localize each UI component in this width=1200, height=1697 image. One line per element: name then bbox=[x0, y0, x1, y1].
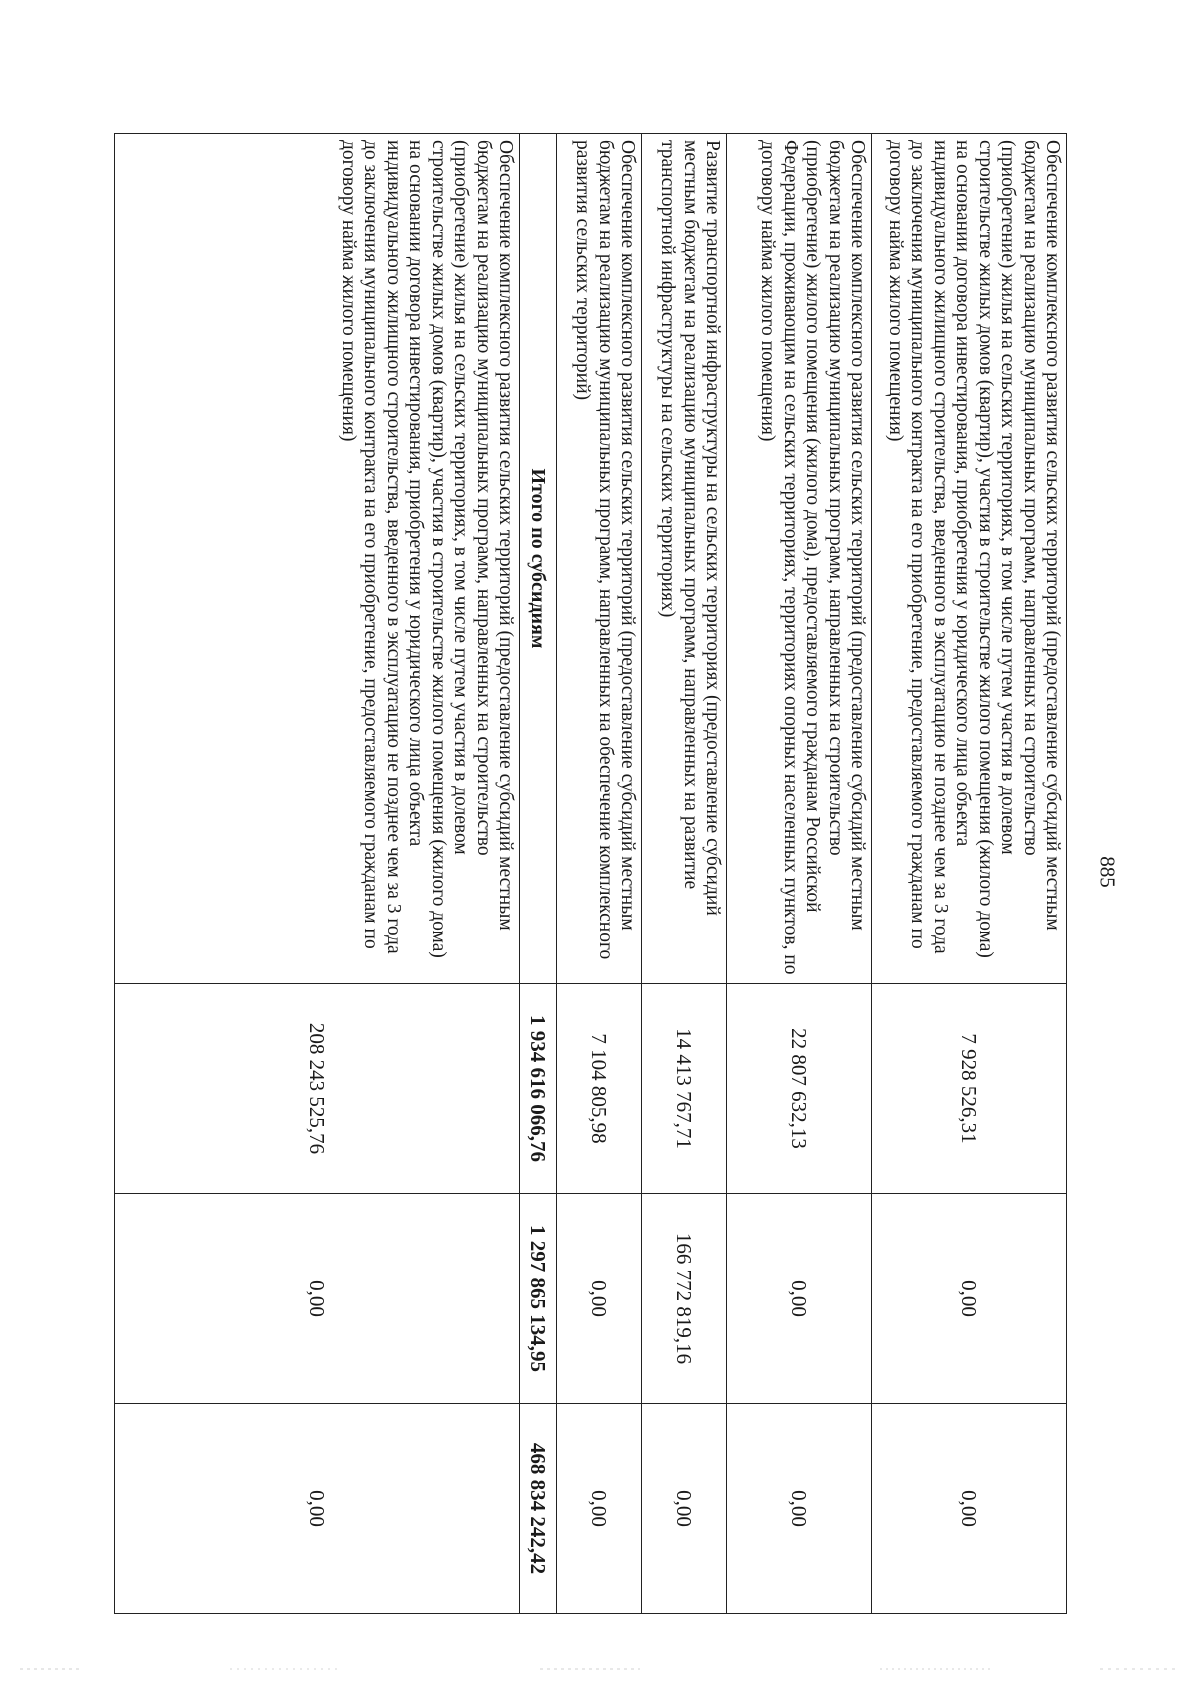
amount-year1-cell: 7 104 805,98 bbox=[557, 984, 642, 1194]
page-number: 885 bbox=[1095, 856, 1120, 888]
amount-year3-cell: 0,00 bbox=[115, 1404, 520, 1614]
amount-year1-cell: 208 243 525,76 bbox=[115, 984, 520, 1194]
amount-year3-cell: 0,00 bbox=[642, 1404, 727, 1614]
table-row bbox=[727, 134, 872, 1614]
scan-noise bbox=[0, 1667, 1200, 1671]
total-year1-cell: 1 934 616 066,76 bbox=[520, 984, 557, 1194]
row-name-cell: Обеспечение комплексного развития сельских территорий (предоставление субсидий местным бюджетам на реализацию муниципальных программ, направленных на строительство (приобретение) жилья на сельских территориях, в том числе путем участия в долевом строительстве жилых домов (квартир), участия в строительстве жилого помещения (жилого дома) на основании договора инвестирования, приобретения у юридического лица объекта индивидуального жилищного строительства, введенного в эксплуатацию не позднее чем за 3 года до заключения муниципального контракта на его приобретение, предоставляемого гражданам по договору найма жилого помещения) bbox=[115, 134, 520, 984]
amount-year1-cell: 14 413 767,71 bbox=[642, 984, 727, 1194]
table-row bbox=[557, 134, 642, 1614]
amount-year3-cell: 0,00 bbox=[557, 1404, 642, 1614]
table-row bbox=[115, 134, 520, 1614]
amount-year3-cell: 0,00 bbox=[872, 1404, 1067, 1614]
amount-year2-cell: 0,00 bbox=[115, 1194, 520, 1404]
row-name-cell: Развитие транспортной инфраструктуры на сельских территориях (предоставление субсидий местным бюджетам на реализацию муниципальных программ, направленных на развитие транспортной инфраструктуры на сельских территориях) bbox=[642, 134, 727, 984]
subsidies-table bbox=[114, 133, 1067, 1614]
amount-year2-cell: 166 772 819,16 bbox=[642, 1194, 727, 1404]
table-row bbox=[872, 134, 1067, 1614]
amount-year1-cell: 7 928 526,31 bbox=[872, 984, 1067, 1194]
amount-year2-cell: 0,00 bbox=[727, 1194, 872, 1404]
total-row bbox=[520, 134, 557, 1614]
row-name-cell: Обеспечение комплексного развития сельских территорий (предоставление субсидий местным бюджетам на реализацию муниципальных программ, направленных на строительство (приобретение) жилья на сельских территориях, в том числе путем участия в долевом строительстве жилых домов (квартир), участия в строительстве жилого помещения (жилого дома) на основании договора инвестирования, приобретения у юридического лица объекта индивидуального жилищного строительства, введенного в эксплуатацию не позднее чем за 3 года до заключения муниципального контракта на его приобретение, предоставляемого гражданам по договору найма жилого помещения) bbox=[872, 134, 1067, 984]
subsidies-table-container bbox=[115, 133, 1067, 1613]
amount-year3-cell: 0,00 bbox=[727, 1404, 872, 1614]
row-name-cell: Обеспечение комплексного развития сельских территорий (предоставление субсидий местным бюджетам на реализацию муниципальных программ, направленных на обеспечение комплексного развития сельских территорий) bbox=[557, 134, 642, 984]
amount-year1-cell: 22 807 632,13 bbox=[727, 984, 872, 1194]
total-year3-cell: 468 834 242,42 bbox=[520, 1404, 557, 1614]
row-name-cell: Обеспечение комплексного развития сельских территорий (предоставление субсидий местным бюджетам на реализацию муниципальных программ, направленных на строительство (приобретение) жилого помещения (жилого дома), предоставляемого гражданам Российской Федерации, проживающим на сельских территориях, территориях опорных населенных пунктов, по договору найма жилого помещения) bbox=[727, 134, 872, 984]
amount-year2-cell: 0,00 bbox=[557, 1194, 642, 1404]
total-year2-cell: 1 297 865 134,95 bbox=[520, 1194, 557, 1404]
table-row bbox=[642, 134, 727, 1614]
amount-year2-cell: 0,00 bbox=[872, 1194, 1067, 1404]
total-label-cell: Итого по субсидиям bbox=[520, 134, 557, 984]
